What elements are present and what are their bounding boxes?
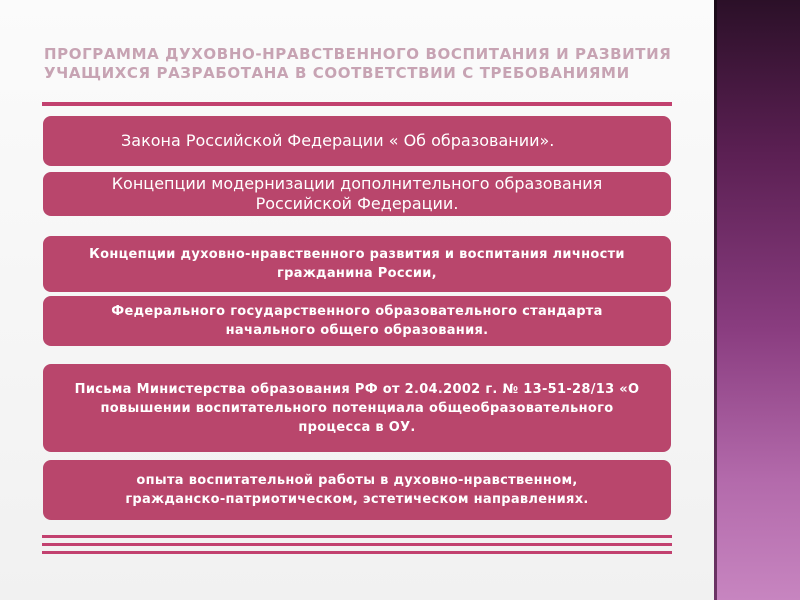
slide-title [44,45,684,83]
slide-title-line-1: ПРОГРАММА ДУХОВНО-НРАВСТВЕННОГО ВОСПИТАНИЯ И РАЗВИТИЯ [44,45,672,63]
bottom-rule-2 [42,543,672,546]
requirement-text: Концепции духовно-нравственного развития и воспитания личности гражданина России, [89,247,625,281]
requirement-box-4 [43,296,671,346]
requirement-box-2 [43,172,671,216]
decorative-side-panel [714,0,800,600]
bottom-rule-1 [42,535,672,538]
requirement-text: Закона Российской Федерации « Об образовании». [121,131,555,150]
requirement-box-6 [43,460,671,520]
requirement-text: Письма Министерства образования РФ от 2.04.2002 г. № 13-51-28/13 «О повышении воспитательного потенциала общеобразовательного процесса в ОУ. [74,381,640,435]
bottom-rule-3 [42,551,672,554]
requirement-text: Концепции модернизации дополнительного образования Российской Федерации. [111,174,603,213]
requirement-box-5 [43,364,671,452]
requirement-box-3 [43,236,671,292]
side-panel-edge [714,0,717,600]
divider-rule [42,102,672,106]
requirement-text: Федерального государственного образовательного стандарта начального общего образования. [111,304,603,338]
slide-title-line-2: УЧАЩИХСЯ РАЗРАБОТАНА В СООТВЕТСТВИИ С ТРЕБОВАНИЯМИ [44,64,630,82]
requirement-box-1 [43,116,671,166]
requirement-text: опыта воспитательной работы в духовно-нравственном, гражданско-патриотическом, эстетическом направлениях. [125,473,589,507]
